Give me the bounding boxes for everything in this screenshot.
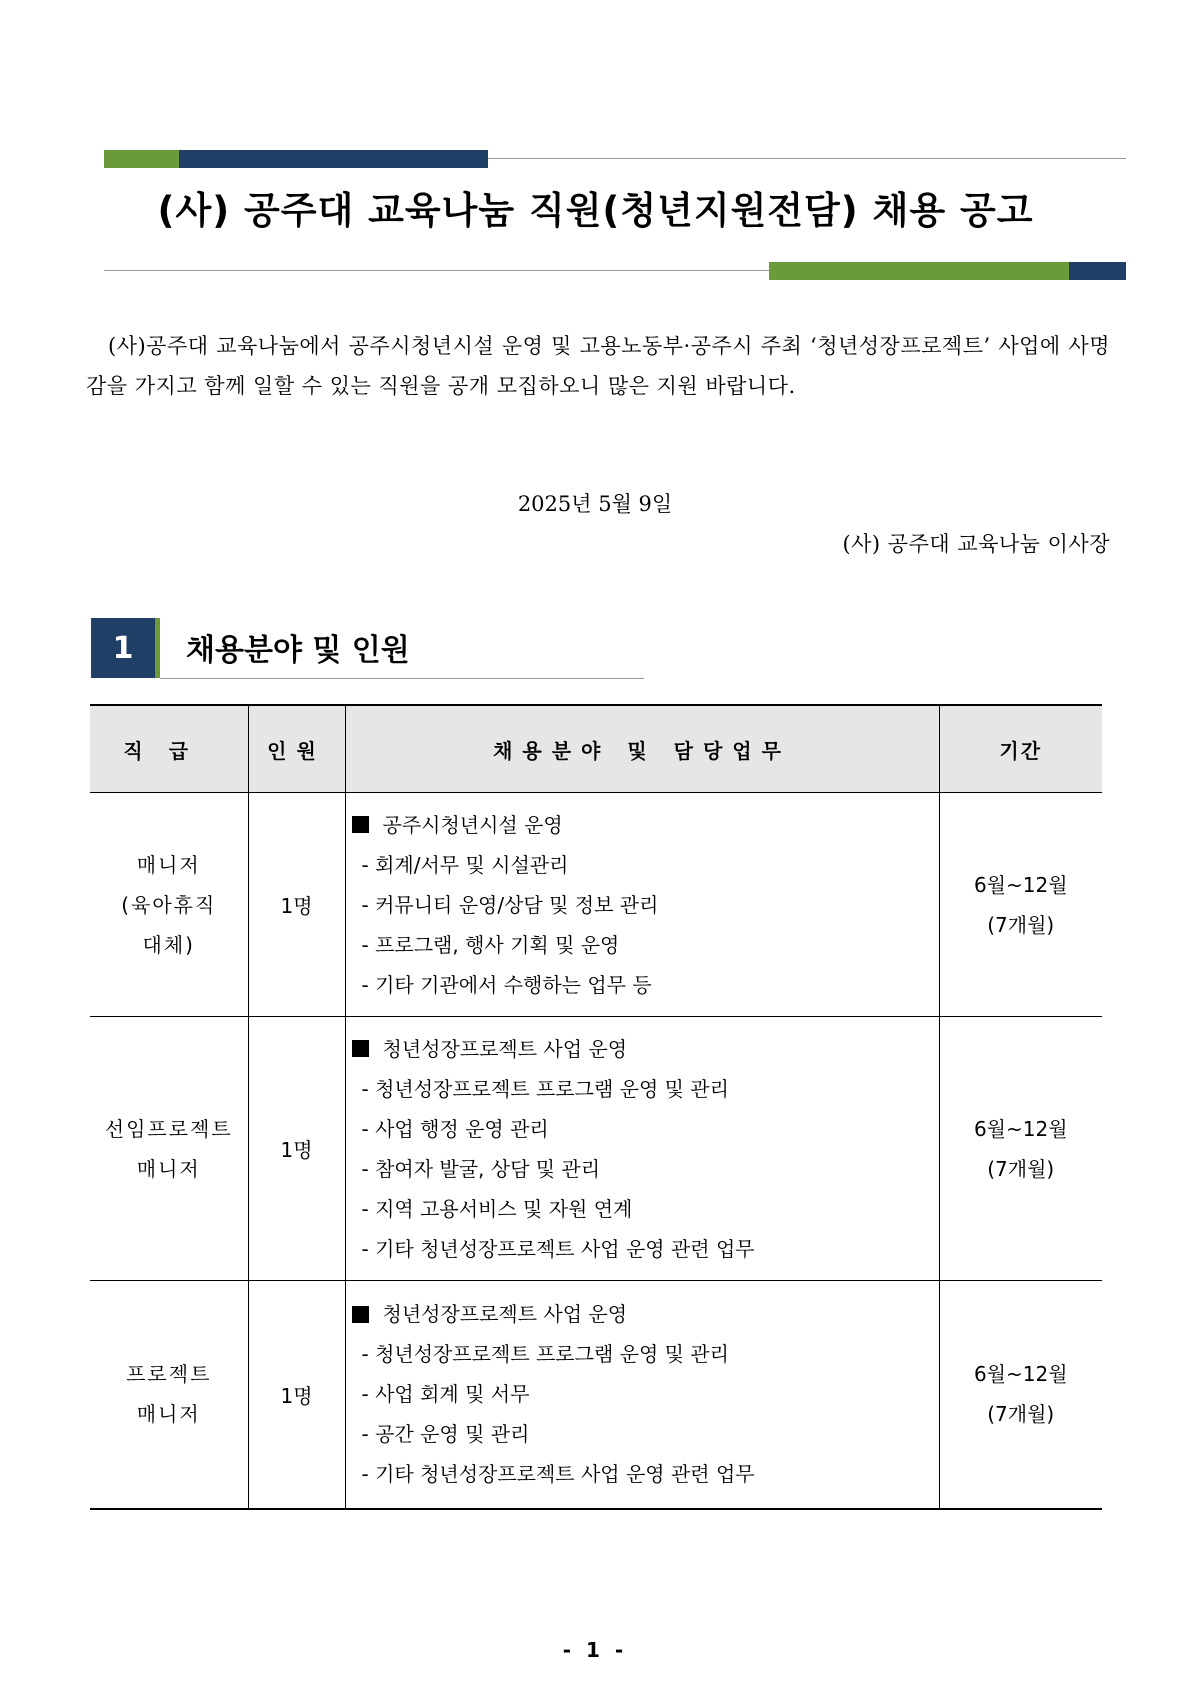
section-underline [160,678,644,679]
period-duration: (7개월) [987,912,1055,937]
period-duration: (7개월) [987,1156,1055,1181]
duty-item: - 기타 기관에서 수행하는 업무 등 [361,972,652,997]
count-cell: 1명 [248,793,345,1017]
position-line: 매니저 [136,1156,201,1181]
title-bottom-bar-green [769,262,1069,280]
header-period: 기간 [939,705,1102,793]
duties-cell [345,793,939,1017]
recruitment-table [90,704,1102,1510]
announcement-date: 2025년 5월 9일 [517,492,673,516]
black-square-bullet-icon [352,816,369,833]
period-cell [939,1281,1102,1509]
duties-cell [345,1281,939,1509]
title-bottom-rule [104,270,769,271]
table-header-row [90,705,1102,793]
table-row [90,1281,1102,1509]
title-top-bar-green [104,150,179,168]
position-cell [90,1281,248,1509]
position-line: 선임프로젝트 [104,1116,233,1141]
black-square-bullet-icon [352,1306,369,1323]
document-title: (사) 공주대 교육나눔 직원(청년지원전담) 채용 공고 [157,189,1034,232]
section-title: 채용분야 및 인원 [186,633,410,668]
black-square-bullet-icon [352,1040,369,1057]
period-cell [939,1017,1102,1281]
duty-item: - 기타 청년성장프로젝트 사업 운영 관련 업무 [361,1236,755,1261]
position-cell [90,1017,248,1281]
period-duration: (7개월) [987,1402,1055,1427]
period-range: 6월~12월 [973,1362,1068,1387]
period-cell [939,793,1102,1017]
header-duties: 채용분야 및 담당업무 [345,705,939,793]
position-line: 매니저 [136,852,201,877]
duty-item: - 사업 행정 운영 관리 [361,1116,549,1141]
header-count: 인원 [248,705,345,793]
count-cell: 1명 [248,1017,345,1281]
period-range: 6월~12월 [973,1116,1068,1141]
period-range: 6월~12월 [973,872,1068,897]
duties-heading: 청년성장프로젝트 사업 운영 [382,1036,628,1061]
section-number: 1 [91,618,155,678]
position-line: (육아휴직 [121,892,217,917]
duty-item: - 사업 회계 및 서무 [361,1382,530,1407]
table-row [90,1017,1102,1281]
position-line: 대체) [142,932,195,957]
duty-item: - 프로그램, 행사 기획 및 운영 [361,932,620,957]
header-position: 직급 [90,705,248,793]
title-top-bar-navy [179,150,488,168]
page-number: - 1 - [562,1638,628,1662]
section-accent-bar [155,618,160,678]
duties-heading: 청년성장프로젝트 사업 운영 [382,1302,628,1327]
duty-item: - 기타 청년성장프로젝트 사업 운영 관련 업무 [361,1462,755,1487]
table-row [90,793,1102,1017]
intro-paragraph: (사)공주대 교육나눔에서 공주시청년시설 운영 및 고용노동부·공주시 주최 ‘청년성장프로젝트’ 사업에 사명감을 가지고 함께 일할 수 있는 직원을 공개 모집하오니 많은 지원 바랍니다. [86,334,1110,398]
duty-item: - 지역 고용서비스 및 자원 연계 [361,1196,633,1221]
title-top-rule [488,158,1126,159]
title-bottom-bar-navy [1069,262,1126,280]
duty-item: - 회계/서무 및 시설관리 [361,852,569,877]
duty-item: - 청년성장프로젝트 프로그램 운영 및 관리 [361,1342,729,1367]
duties-heading: 공주시청년시설 운영 [382,812,563,837]
duty-item: - 커뮤니티 운영/상담 및 정보 관리 [361,892,659,917]
position-line: 프로젝트 [126,1362,212,1387]
duty-item: - 참여자 발굴, 상담 및 관리 [361,1156,601,1181]
position-line: 매니저 [136,1402,201,1427]
duty-item: - 청년성장프로젝트 프로그램 운영 및 관리 [361,1076,729,1101]
position-cell [90,793,248,1017]
signer: (사) 공주대 교육나눔 이사장 [842,532,1110,556]
count-cell: 1명 [248,1281,345,1509]
duties-cell [345,1017,939,1281]
duty-item: - 공간 운영 및 관리 [361,1422,530,1447]
